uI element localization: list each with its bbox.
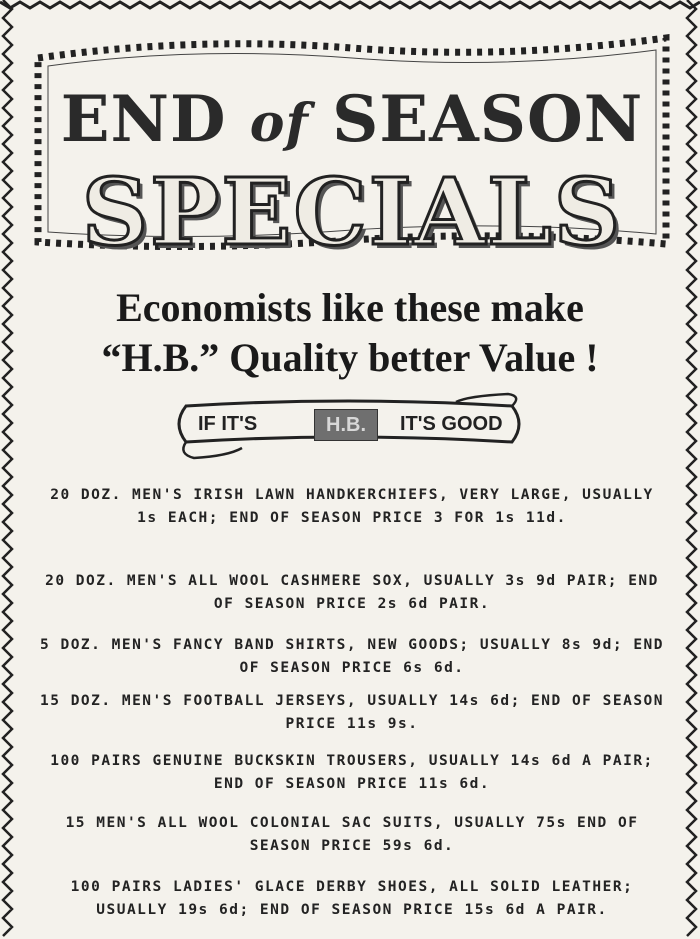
list-item: 15 MEN'S ALL WOOL COLONIAL SAC SUITS, USUALLY 75s END OF SEASON PRICE 59s 6d. (65, 815, 639, 854)
headline-specials: SPECIALS (81, 158, 623, 266)
subheading-line-2: “H.B.” Quality better Value ! (101, 335, 599, 380)
right-border-decoration (684, 0, 700, 939)
list-item: 100 PAIRS LADIES' GLACE DERBY SHOES, ALL SOLID LEATHER; USUALLY 19s 6d; END OF SEASON PRICE 15s 6d A PAIR. (70, 879, 634, 918)
headline-end: END (60, 82, 227, 157)
slogan-right-text: IT'S GOOD (400, 413, 503, 435)
slogan-scroll (168, 392, 530, 462)
headline-of: of (249, 93, 309, 154)
slogan-logo-hb: H.B. (314, 409, 378, 441)
slogan-left-text: IF IT'S (198, 413, 258, 435)
list-item: 100 PAIRS GENUINE BUCKSKIN TROUSERS, USUALLY 14s 6d A PAIR; END OF SEASON PRICE 11s 6d. (50, 753, 654, 792)
list-item: 5 DOZ. MEN'S FANCY BAND SHIRTS, NEW GOODS; USUALLY 8s 9d; END OF SEASON PRICE 6s 6d. (40, 637, 665, 676)
top-border-decoration (0, 0, 700, 10)
left-border-decoration (0, 0, 16, 939)
headline-banner (34, 30, 670, 266)
list-item: 20 DOZ. MEN'S ALL WOOL CASHMERE SOX, USUALLY 3s 9d PAIR; END OF SEASON PRICE 2s 6d PAIR. (45, 573, 659, 612)
list-item: 15 DOZ. MEN'S FOOTBALL JERSEYS, USUALLY 14s 6d; END OF SEASON PRICE 11s 9s. (40, 693, 665, 732)
headline-season: SEASON (332, 82, 644, 157)
subheading-line-1: Economists like these make (116, 285, 584, 330)
list-item: 20 DOZ. MEN'S IRISH LAWN HANDKERCHIEFS, VERY LARGE, USUALLY 1s EACH; END OF SEASON PRICE 3 FOR 1s 11d. (50, 487, 654, 526)
headline-line-1 (34, 82, 670, 157)
